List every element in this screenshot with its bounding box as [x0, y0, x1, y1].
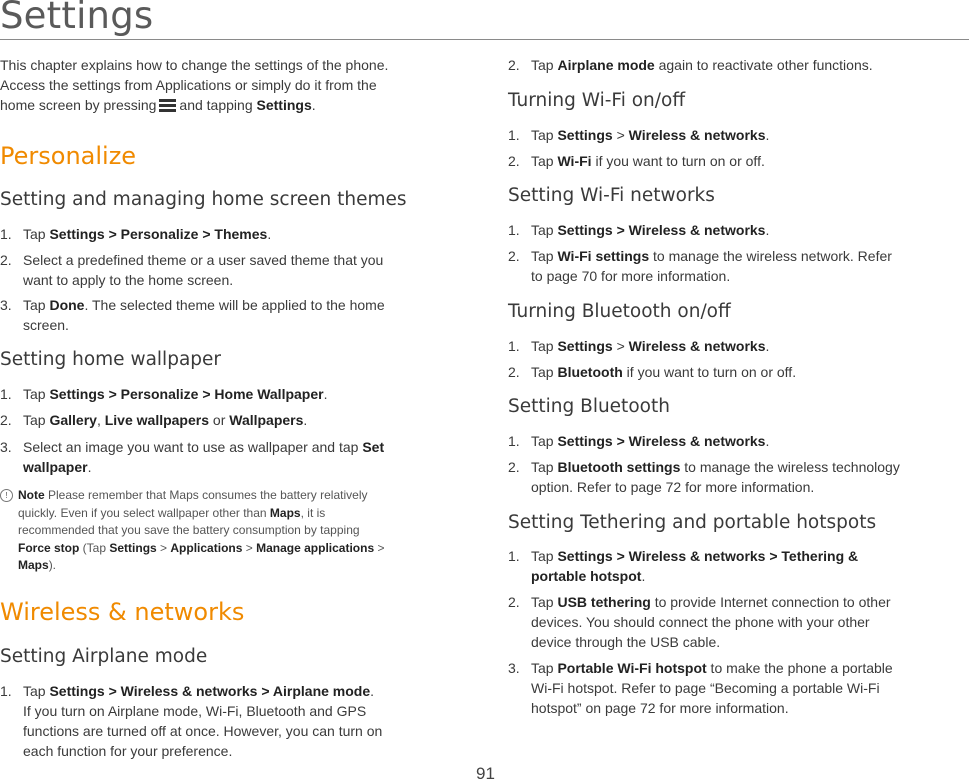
heading-bluetooth-onoff: Turning Bluetooth on/off	[508, 301, 731, 322]
section-wireless: Wireless & networks	[0, 598, 245, 626]
heading-airplane: Setting Airplane mode	[0, 646, 208, 667]
title-rule	[0, 39, 969, 40]
heading-wifi-onoff: Turning Wi-Fi on/off	[508, 90, 686, 111]
heading-tethering: Setting Tethering and portable hotspots	[508, 512, 877, 533]
heading-bluetooth-setting: Setting Bluetooth	[508, 396, 670, 417]
note-text: Note Please remember that Maps consumes the battery relatively quickly. Even if you select wallpaper other than Maps, it is recommended that you save the battery consumption by tapping Force stop (Tap Settings > Applications > Manage applications > Maps).	[18, 488, 385, 572]
menu-icon	[159, 99, 176, 112]
page-number: 91	[476, 764, 495, 783]
intro-paragraph: This chapter explains how to change the settings of the phone. Access the settings from Applications or simply do it from the home screen by pressing and tapping Settings.	[0, 57, 389, 113]
info-icon: !	[0, 489, 13, 502]
page-title: Settings	[0, 0, 154, 37]
heading-wallpaper: Setting home wallpaper	[0, 349, 222, 370]
heading-wifi-networks: Setting Wi-Fi networks	[508, 185, 715, 206]
section-personalize: Personalize	[0, 142, 137, 170]
heading-themes: Setting and managing home screen themes	[0, 189, 407, 210]
